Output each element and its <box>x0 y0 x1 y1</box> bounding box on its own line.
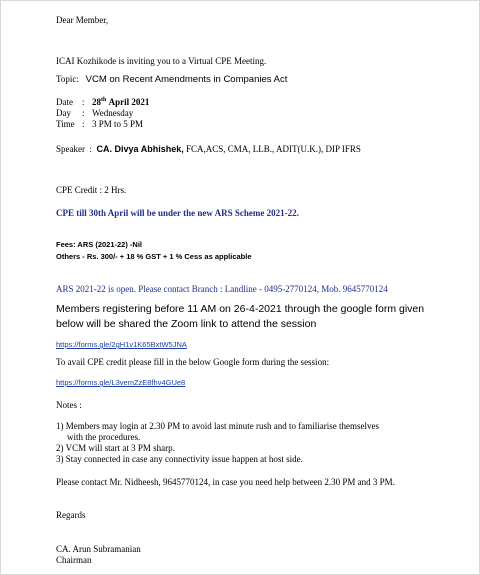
notes-label: Notes : <box>56 400 82 410</box>
note-3: 3) Stay connected in case any connectivity issue happen at host side. <box>56 454 303 464</box>
attendance-form-link[interactable]: https://forms.gle/L3vemZzE8fhv4GUe8 <box>56 378 186 387</box>
note-1-continued: with the procedures. <box>67 432 141 442</box>
registration-form-link[interactable]: https://forms.gle/2gH1v1K65BxtW5JNA <box>56 340 187 349</box>
greeting: Dear Member, <box>56 15 109 25</box>
date-day: 28 <box>92 97 101 107</box>
intro-line: ICAI Kozhikode is inviting you to a Virtual CPE Meeting. <box>56 56 267 66</box>
time-line: Time : 3 PM to 5 PM <box>56 119 144 129</box>
fees-line: Fees: ARS (2021-22) -Nil <box>56 240 143 249</box>
cpe-credit-line: CPE Credit : 2 Hrs. <box>56 185 127 195</box>
contact-line: Please contact Mr. Nidheesh, 9645770124, in case you need help between 2.30 PM and 3 PM. <box>56 477 395 487</box>
time-value: 3 PM to 5 PM <box>92 119 144 129</box>
topic-label: Topic: <box>56 74 79 84</box>
date-label: Date <box>56 97 73 107</box>
time-label: Time <box>56 119 75 129</box>
day-line: Day : Wednesday <box>56 108 134 118</box>
note-2: 2) VCM will start at 3 PM sharp. <box>56 443 175 453</box>
ars-scheme-note: CPE till 30th April will be under the new ARS Scheme 2021-22. <box>56 208 299 218</box>
topic-text: VCM on Recent Amendments in Companies Act <box>85 74 288 85</box>
regards: Regards <box>56 510 86 520</box>
date-suffix: th <box>101 97 107 103</box>
register-line-2: below will be shared the Zoom link to attend the session <box>56 318 317 330</box>
date-value: April 2021 <box>108 97 150 107</box>
register-line-1: Members registering before 11 AM on 26-4-2021 through the google form given <box>56 303 425 315</box>
day-value: Wednesday <box>92 108 134 118</box>
signatory-designation: Chairman <box>56 555 92 565</box>
speaker-name: CA. Divya Abhishek, <box>96 144 184 154</box>
speaker-label: Speaker <box>56 144 85 154</box>
ars-contact-line: ARS 2021-22 is open. Please contact Branch : Landline - 0495-2770124, Mob. 9645770124 <box>56 284 388 294</box>
topic-line <box>56 74 287 85</box>
others-fee-line: Others - Rs. 300/- + 18 % GST + 1 % Cess as applicable <box>56 252 252 261</box>
avail-credit-line: To avail CPE credit please fill in the below Google form during the session: <box>56 357 330 367</box>
speaker-line: Speaker : CA. Divya Abhishek, FCA,ACS, CMA, LLB., ADIT(U.K.), DIP IFRS <box>56 144 361 154</box>
signatory-name: CA. Arun Subramanian <box>56 544 141 554</box>
note-1: 1) Members may login at 2.30 PM to avoid last minute rush and to familiarise themselves <box>56 421 379 431</box>
speaker-qualifications: FCA,ACS, CMA, LLB., ADIT(U.K.), DIP IFRS <box>185 144 361 154</box>
date-line: Date : 28th April 2021 <box>56 97 150 107</box>
day-label: Day <box>56 108 71 118</box>
